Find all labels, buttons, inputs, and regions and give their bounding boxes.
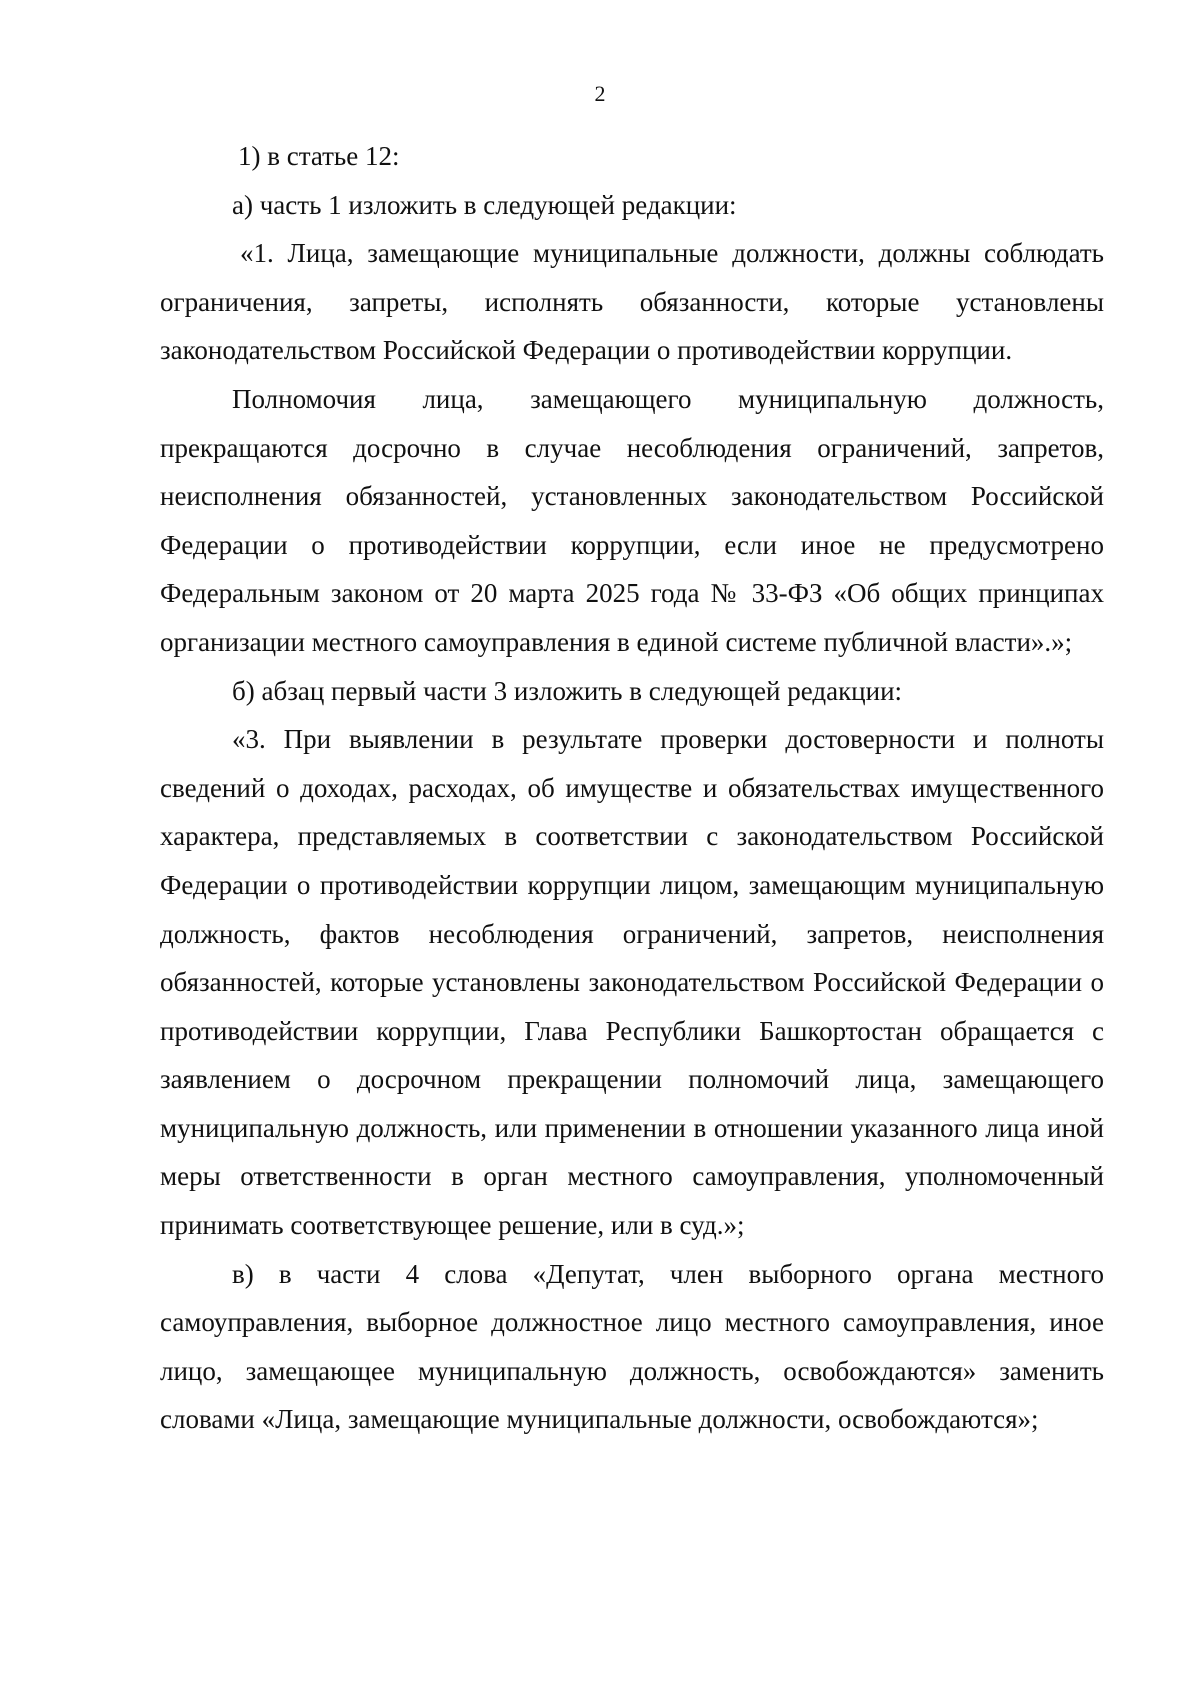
paragraph-powers-termination: Полномочия лица, замещающего муниципальную должность, прекращаются досрочно в случае несоблюдения ограничений, запретов, неисполнения обязанностей, установленных законодательством Российской Федерации о противодействии коррупции, если иное не предусмотрено Федеральным законом от 20 марта 2025 года № 33-ФЗ «Об общих принципах организации местного самоуправления в единой системе публичной власти».»;	[160, 383, 1104, 657]
paragraph-item-a: а) часть 1 изложить в следующей редакции:	[232, 189, 737, 220]
page-number: 2	[594, 81, 606, 106]
document-body	[160, 132, 1104, 1444]
paragraph-item-v: в) в части 4 слова «Депутат, член выборного органа местного самоуправления, выборное должностное лицо местного самоуправления, иное лицо, замещающее муниципальную должность, освобождаются» заменить словами «Лица, замещающие муниципальные должности, освобождаются»;	[160, 1258, 1104, 1435]
paragraph-item-b: б) абзац первый части 3 изложить в следующей редакции:	[232, 675, 903, 706]
paragraph-article-12: 1) в статье 12:	[238, 141, 400, 171]
paragraph-part-3-text: «3. При выявлении в результате проверки достоверности и полноты сведений о доходах, расходах, об имуществе и обязательствах имущественного характера, представляемых в соответствии с законодательством Российской Федерации о противодействии коррупции лицом, замещающим муниципальную должность, фактов несоблюдения ограничений, запретов, неисполнения обязанностей, которые установлены законодательством Российской Федерации о противодействии коррупции, Глава Республики Башкортостан обращается с заявлением о досрочном прекращении полномочий лица, замещающего муниципальную должность, или применении в отношении указанного лица иной меры ответственности в орган местного самоуправления, уполномоченный принимать соответствующее решение, или в суд.»;	[160, 724, 1104, 1241]
paragraph-part-1-text: «1. Лица, замещающие муниципальные должности, должны соблюдать ограничения, запреты, исполнять обязанности, которые установлены законодательством Российской Федерации о противодействии коррупции.	[160, 238, 1104, 366]
